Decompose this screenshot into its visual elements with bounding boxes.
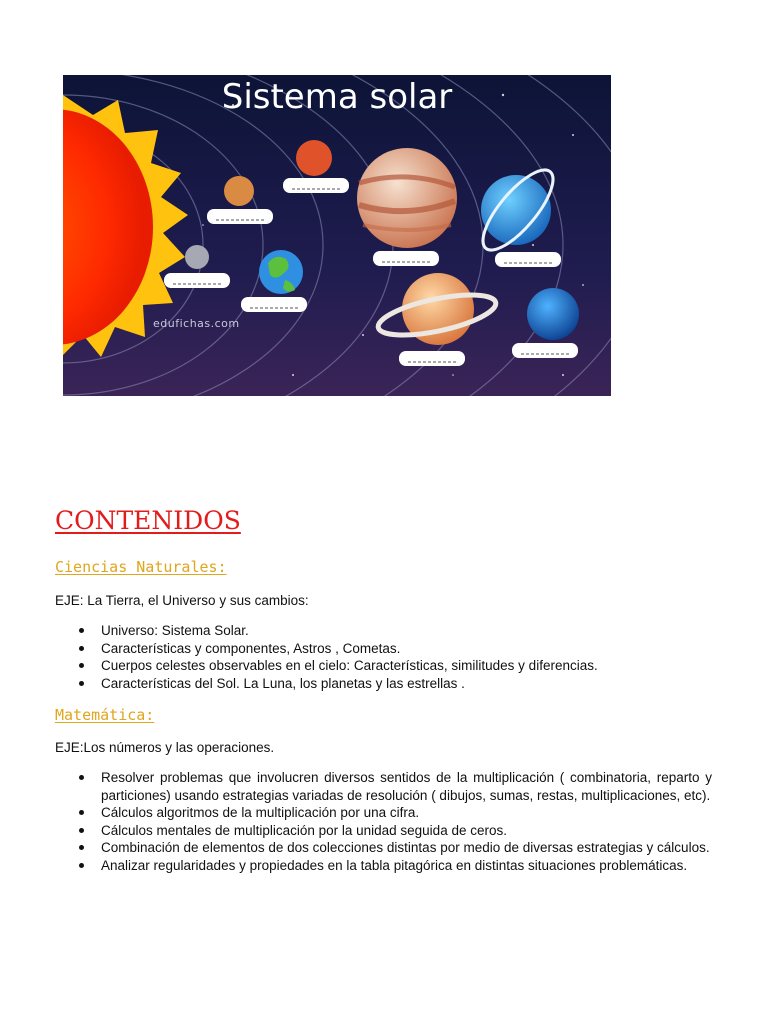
subject-heading-matematica: Matemática: [55,706,155,724]
watermark: edufichas.com [153,317,240,330]
list-item: Características y componentes, Astros , Cometas. [55,640,712,658]
list-item: Universo: Sistema Solar. [55,622,712,640]
solar-system-svg [63,75,611,396]
blank-mercury [164,273,230,288]
earth [259,250,303,294]
list-item: Analizar regularidades y propiedades en la tabla pitagórica en distintas situaciones problemáticas. [55,857,712,875]
neptune [527,288,579,340]
list-item: Cálculos mentales de multiplicación por la unidad seguida de ceros. [55,822,712,840]
bullet-list-ciencias [55,622,712,692]
section-title: CONTENIDOS [55,506,241,535]
venus [224,176,254,206]
blank-jupiter [373,251,439,266]
list-item: Cuerpos celestes observables en el cielo: Características, similitudes y diferencias. [55,657,712,675]
eje-ciencias: EJE: La Tierra, el Universo y sus cambios: [55,593,309,608]
list-item: Combinación de elementos de dos colecciones distintas por medio de diversas estrategias y cálculos. [55,839,712,857]
solar-system-illustration [63,75,611,396]
blank-earth [241,297,307,312]
blank-mars [283,178,349,193]
blank-venus [207,209,273,224]
list-item: Cálculos algoritmos de la multiplicación por una cifra. [55,804,712,822]
list-item: Resolver problemas que involucren diversos sentidos de la multiplicación ( combinatoria, reparto y particiones) usando estrategias variadas de resolución ( dibujos, sumas, restas, multiplicaciones, etc). [55,769,712,804]
bullet-list-matematica [55,769,712,874]
jupiter [357,148,457,248]
illustration-title: Sistema solar [221,77,453,117]
blank-neptune [512,343,578,358]
mercury [185,245,209,269]
mars [296,140,332,176]
blank-uranus [495,252,561,267]
eje-matematica: EJE:Los números y las operaciones. [55,740,275,755]
subject-heading-ciencias: Ciencias Naturales: [55,558,227,576]
list-item: Características del Sol. La Luna, los planetas y las estrellas . [55,675,712,693]
blank-saturn [399,351,465,366]
